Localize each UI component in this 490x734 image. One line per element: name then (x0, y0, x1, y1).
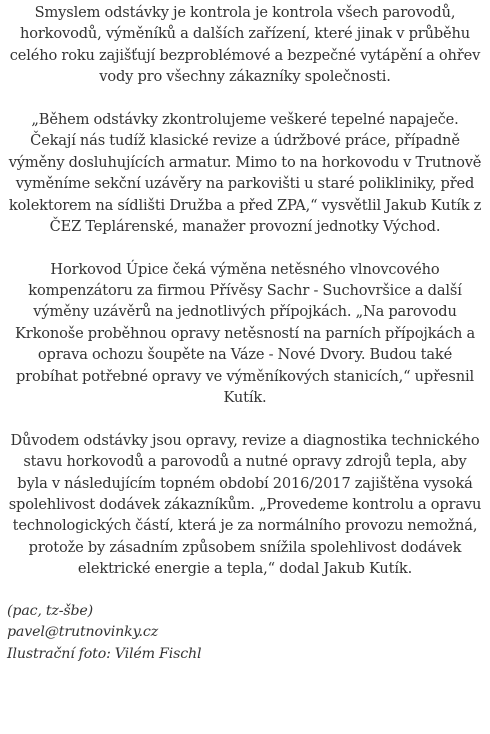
article-paragraph-2: „Během odstávky zkontrolujeme veškeré tepelné napaječe. Čekají nás tudíž klasické revize a údržbové práce, případně výměny dosluhujících armatur. Mimo to na horkovodu v Trutnově vyměníme sekční uzávěry na parkovišti u staré polikliniky, před kolektorem na sídlišti Družba a před ZPA,“ vysvětlil Jakub Kutík z ČEZ Teplárenské, manažer provozní jednotky Východ. (8, 110, 482, 235)
article-body (7, 2, 483, 686)
author-email-link[interactable]: pavel@trutnovinky.cz (7, 624, 159, 641)
article-paragraph-4: Důvodem odstávky jsou opravy, revize a diagnostika technického stavu horkovodů a parovodů a nutné opravy zdrojů tepla, aby byla v následujícím topném období 2016/2017 zajištěna vysoká spolehlivost dodávek zákazníkům. „Provedeme kontrolu a opravu technologických částí, která je za normálního provozu nemožná, protože by zásadním způsobem snížila spolehlivost dodávek elektrické energie a tepla,“ dodal Jakub Kutík. (8, 431, 482, 578)
photo-credit: Ilustrační foto: Vilém Fischl (7, 645, 202, 662)
article-paragraph-1: Smyslem odstávky je kontrola je kontrola všech parovodů, horkovodů, výměníků a dalších zařízení, které jinak v průběhu celého roku zajišťují bezproblémové a bezpečné vytápění a ohřev vody pro všechny zákazníky společnosti. (9, 4, 481, 86)
author-initials: (pac, tz-šbe) (7, 602, 94, 619)
article-credits (7, 601, 483, 665)
article-paragraph-3: Horkovod Úpice čeká výměna netěsného vlnovcového kompenzátoru za firmou Přívěsy Sachr - Suchovršice a další výměny uzávěrů na jednotlivých přípojkách. „Na parovodu Krkonoše proběhnou opravy netěsností na parních přípojkách a oprava ochozu šoupěte na Váze - Nové Dvory. Budou také probíhat potřebné opravy ve výměníkových stanicích,“ upřesnil Kutík. (15, 260, 475, 407)
